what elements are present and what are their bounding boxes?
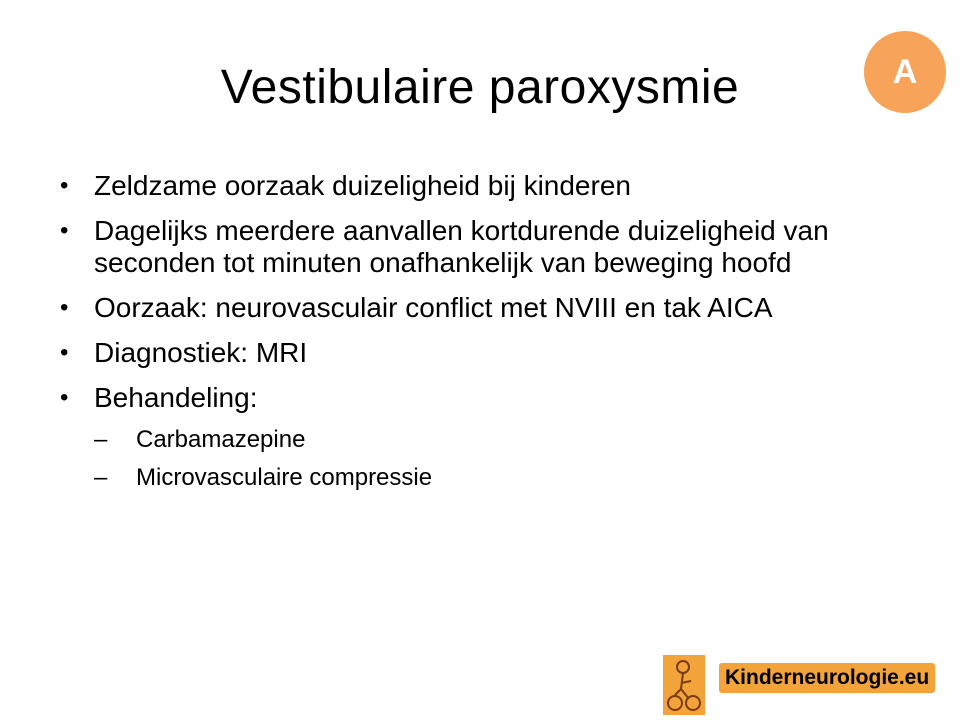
dash-icon: –: [94, 426, 108, 453]
bullet-text: Zeldzame oorzaak duizeligheid bij kinderen: [94, 170, 631, 201]
bullet-item: [60, 292, 900, 324]
bullet-item: [60, 382, 900, 492]
bullet-dot-icon: •: [60, 384, 69, 411]
bullet-dot-icon: •: [60, 172, 69, 199]
bullet-list: [60, 170, 900, 505]
bullet-text: Behandeling:: [94, 382, 258, 413]
bullet-text: Diagnostiek: MRI: [94, 337, 308, 368]
bullet-item: [60, 337, 900, 369]
sub-bullet-item: [94, 426, 900, 454]
bullet-dot-icon: •: [60, 294, 69, 321]
bullet-text: Dagelijks meerdere aanvallen kortdurende duizeligheid van seconden tot minuten onafhankelijk van beweging hoofd: [94, 215, 829, 278]
sub-bullet-text: Carbamazepine: [136, 426, 306, 453]
bullet-text: Oorzaak: neurovasculair conflict met NVIII en tak AICA: [94, 292, 773, 323]
slide-title: Vestibulaire paroxysmie: [220, 61, 740, 114]
bullet-item: [60, 170, 900, 202]
dash-icon: –: [94, 464, 108, 491]
bullet-item: [60, 215, 900, 279]
bullet-dot-icon: •: [60, 339, 69, 366]
level-badge: A: [864, 31, 946, 113]
sub-bullet-text: Microvasculaire compressie: [136, 464, 433, 491]
bullet-dot-icon: •: [60, 217, 69, 244]
logo-text: Kinderneurologie.eu: [719, 663, 935, 693]
child-on-bike-logo-icon: [663, 655, 705, 715]
site-logo: [663, 655, 930, 715]
sub-bullet-list: [94, 426, 900, 492]
sub-bullet-item: [94, 464, 900, 492]
